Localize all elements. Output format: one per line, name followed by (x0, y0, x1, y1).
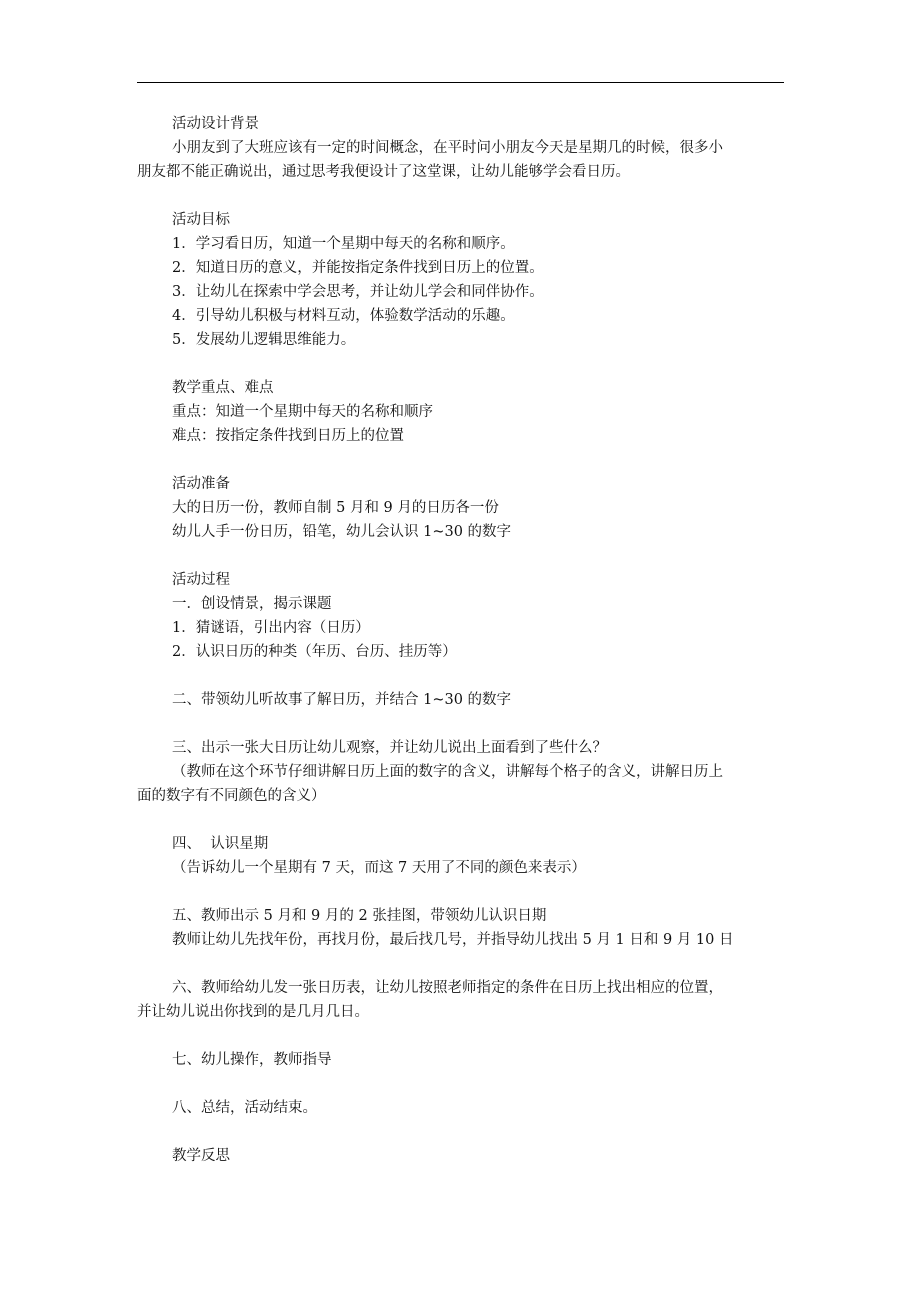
paragraph-line: （教师在这个环节仔细讲解日历上面的数字的含义，讲解每个格子的含义，讲解日历上 (172, 764, 723, 780)
paragraph-line: 大的日历一份，教师自制 5 月和 9 月的日历各一份 (172, 500, 499, 516)
paragraph-line: 七、幼儿操作，教师指导 (172, 1052, 332, 1068)
section-heading-goals: 活动目标 (172, 212, 230, 228)
paragraph-line: 八、总结，活动结束。 (172, 1100, 317, 1116)
header-rule (137, 82, 784, 83)
paragraph-line: 一．创设情景，揭示课题 (172, 596, 332, 612)
section-heading-focus: 教学重点、难点 (172, 380, 274, 396)
list-item: 2．知道日历的意义，并能按指定条件找到日历上的位置。 (172, 260, 544, 276)
paragraph-line: 五、教师出示 5 月和 9 月的 2 张挂图，带领幼儿认识日期 (172, 908, 547, 924)
paragraph-line: 六、教师给幼儿发一张日历表，让幼儿按照老师指定的条件在日历上找出相应的位置， (172, 980, 723, 996)
list-item: 5．发展幼儿逻辑思维能力。 (172, 332, 356, 348)
paragraph-line: 教师让幼儿先找年份，再找月份，最后找几号，并指导幼儿找出 5 月 1 日和 9 月 10 日 (172, 932, 734, 948)
paragraph-line: 难点：按指定条件找到日历上的位置 (172, 428, 404, 444)
paragraph-line: 二、带领幼儿听故事了解日历，并结合 1~30 的数字 (172, 692, 512, 708)
section-heading-preparation: 活动准备 (172, 476, 230, 492)
list-item: 3．让幼儿在探索中学会思考，并让幼儿学会和同伴协作。 (172, 284, 544, 300)
paragraph-line: 面的数字有不同颜色的含义） (137, 788, 326, 804)
paragraph-line: 重点：知道一个星期中每天的名称和顺序 (172, 404, 433, 420)
section-heading-reflection: 教学反思 (172, 1148, 230, 1164)
paragraph-line: （告诉幼儿一个星期有 7 天，而这 7 天用了不同的颜色来表示） (172, 860, 586, 876)
list-item: 2．认识日历的种类（年历、台历、挂历等） (172, 644, 457, 660)
list-item: 1．猜谜语，引出内容（日历） (172, 620, 370, 636)
list-item: 1．学习看日历，知道一个星期中每天的名称和顺序。 (172, 236, 515, 252)
paragraph-line: 并让幼儿说出你找到的是几月几日。 (137, 1004, 369, 1020)
section-heading-process: 活动过程 (172, 572, 230, 588)
paragraph-line: 朋友都不能正确说出，通过思考我便设计了这堂课，让幼儿能够学会看日历。 (137, 164, 630, 180)
paragraph-line: 幼儿人手一份日历，铅笔，幼儿会认识 1~30 的数字 (172, 524, 512, 540)
paragraph-line: 小朋友到了大班应该有一定的时间概念，在平时问小朋友今天是星期几的时候，很多小 (172, 140, 723, 156)
paragraph-line: 三、出示一张大日历让幼儿观察，并让幼儿说出上面看到了些什么？ (172, 740, 607, 756)
list-item: 4．引导幼儿积极与材料互动，体验数学活动的乐趣。 (172, 308, 515, 324)
paragraph-line: 四、 认识星期 (172, 836, 269, 852)
section-heading-background: 活动设计背景 (172, 116, 259, 132)
